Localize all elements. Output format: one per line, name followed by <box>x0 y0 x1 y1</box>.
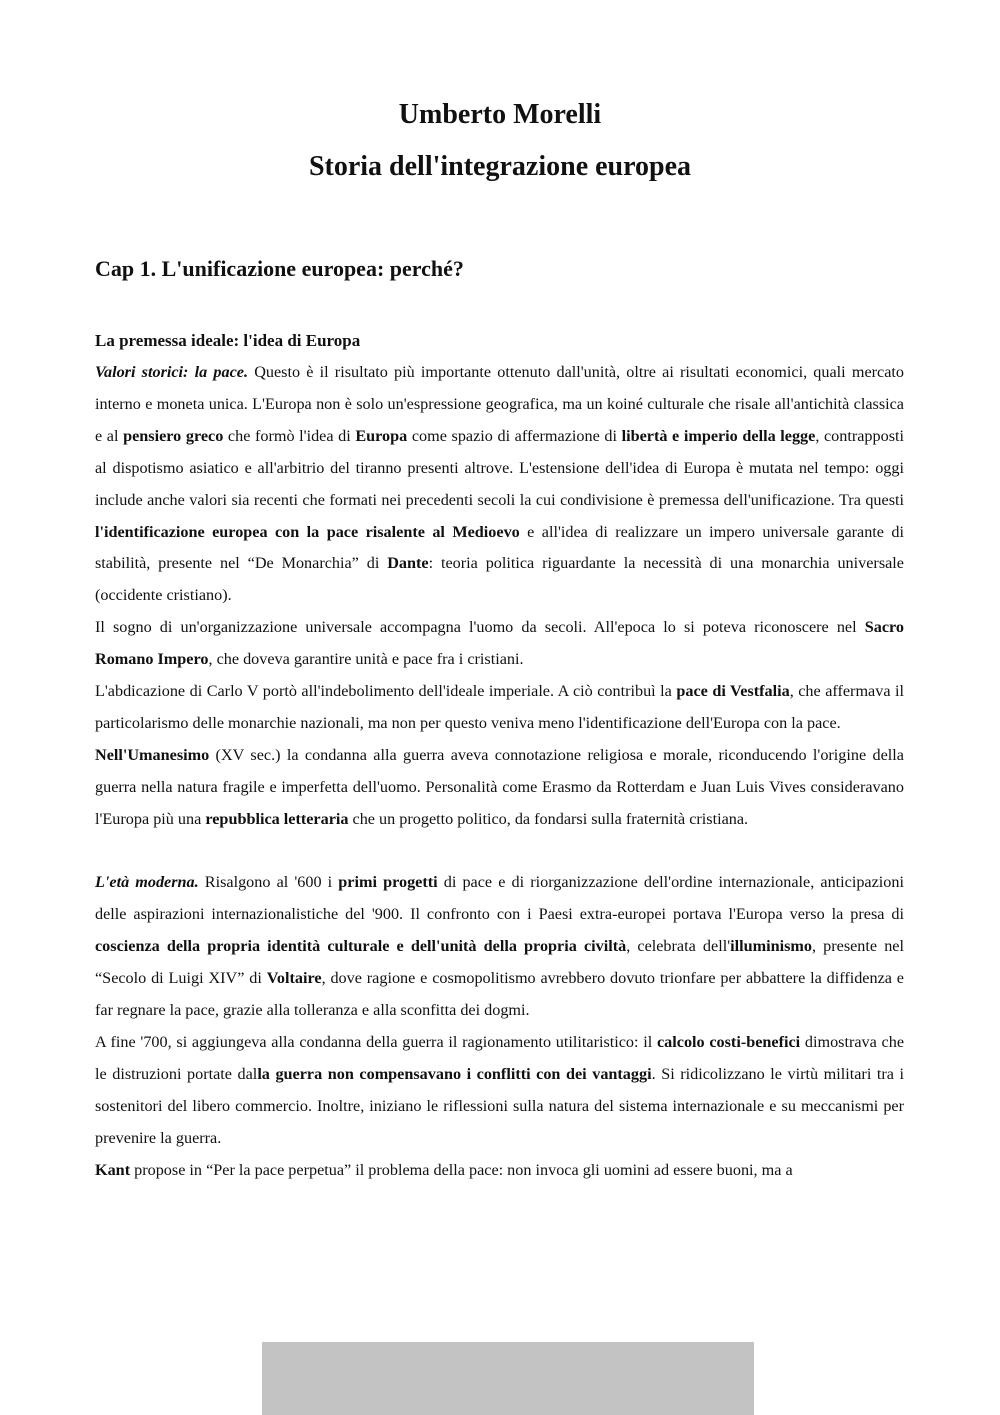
text-run: , presente nel “Secolo di Luigi XIV” di <box>95 937 904 988</box>
bold-text: Kant <box>95 1160 131 1179</box>
paragraph-gap <box>95 836 904 868</box>
text-run: : teoria politica riguardante la necessità di una monarchia universale (occidente cristiano). <box>95 554 904 605</box>
text-run: dimostrava che le distruzioni portate dal <box>95 1033 905 1083</box>
text-run: propose in “Per la pace perpetua” il problema della pace: non invoca gli uomini ad essere buoni, ma a <box>130 1160 793 1179</box>
bold-text: Nell'Umanesimo <box>95 745 210 764</box>
bold-text: primi progetti <box>338 873 438 892</box>
text-run: Il sogno di un'organizzazione universale accompagna l'uomo da secoli. All'epoca lo si poteva riconoscere nel <box>95 618 865 637</box>
bold-text: coscienza della propria identità culturale e dell'unità della propria civiltà <box>95 937 627 956</box>
bold-text: Sacro Romano Impero <box>95 618 904 669</box>
text-run: e all'idea di realizzare un impero universale garante di stabilità, presente nel “De Monarchia” di <box>95 522 904 573</box>
text-run: , dove ragione e cosmopolitismo avrebbero dovuto trionfare per abbattere la diffidenza e far regnare la pace, grazie alla tolleranza e alla sconfitta dei dogmi. <box>95 969 904 1020</box>
bold-text: Dante <box>387 554 429 573</box>
bold-text: repubblica letteraria <box>205 809 349 828</box>
bold-text: Voltaire <box>266 969 322 988</box>
text-run: Questo è il risultato più importante ottenuto dall'unità, oltre ai risultati economici, quali mercato interno e moneta unica. L'Europa non è solo un'espressione geografica, ma un koiné culturale che risale all'antichità classica e al <box>95 363 904 445</box>
paragraph-lead: Valori storici: la pace. <box>95 363 249 381</box>
text-run: , celebrata dell' <box>626 937 731 956</box>
bold-text: l'identificazione europea con la pace risalente al Medioevo <box>95 522 520 541</box>
bold-text: pace di Vestfalia <box>676 682 790 701</box>
body-text <box>95 324 904 1187</box>
bold-text: pensiero greco <box>123 426 224 445</box>
bold-text: Europa <box>355 426 408 445</box>
bold-text: libertà e imperio della legge <box>621 426 816 445</box>
text-run: A fine '700, si aggiungeva alla condanna della guerra il ragionamento utilitaristico: il <box>95 1033 657 1052</box>
paragraph <box>95 357 904 612</box>
footer-placeholder-bar <box>262 1342 754 1415</box>
bold-text: la guerra non compensavano i conflitti con dei vantaggi <box>257 1064 652 1083</box>
section-heading: La premessa ideale: l'idea di Europa <box>95 331 361 350</box>
text-run: , che affermava il particolarismo delle monarchie nazionali, ma non per questo veniva meno l'identificazione dell'Europa con la pace. <box>95 682 904 732</box>
paragraph <box>95 1155 904 1187</box>
text-run: , che doveva garantire unità e pace fra i cristiani. <box>208 650 524 669</box>
author-name: Umberto Morelli <box>398 99 602 130</box>
paragraph <box>95 612 904 676</box>
text-run: L'abdicazione di Carlo V portò all'indebolimento dell'ideale imperiale. A ciò contribuì la <box>95 682 677 701</box>
paragraph <box>95 1027 904 1155</box>
text-run: come spazio di affermazione di <box>407 426 622 445</box>
paragraph <box>95 740 904 836</box>
text-run: che un progetto politico, da fondarsi sulla fraternità cristiana. <box>348 809 749 828</box>
paragraph-lead: L'età moderna. <box>95 873 199 892</box>
paragraph <box>95 867 904 1027</box>
text-run: Risalgono al '600 i <box>198 873 339 892</box>
text-run: . Si ridicolizzano le virtù militari tra i sostenitori del libero commercio. Inoltre, iniziano le riflessioni sulla natura del sistema internazionale e su meccanismi per prevenire la guerra. <box>95 1064 904 1147</box>
text-run: (XV sec.) la condanna alla guerra aveva connotazione religiosa e morale, riconducendo l'origine della guerra nella natura fragile e imperfetta dell'uomo. Personalità come Erasmo da Rotterdam e Juan Luis Vives consideravano l'Europa più una <box>95 745 904 828</box>
text-run: che formò l'idea di <box>223 426 356 445</box>
document-title: Storia dell'integrazione europea <box>308 151 692 182</box>
chapter-heading: Cap 1. L'unificazione europea: perché? <box>95 256 464 281</box>
bold-text: illuminismo <box>730 937 812 956</box>
paragraph-list <box>95 357 904 1187</box>
text-run: di pace e di riorganizzazione dell'ordine internazionale, anticipazioni delle aspirazioni internazionalistiche del '900. Il confronto con i Paesi extra-europei portava l'Europa verso la presa di <box>95 873 904 924</box>
text-run: , contrapposti al dispotismo asiatico e all'arbitrio del tiranno presenti altrove. L'estensione dell'idea di Europa è mutata nel tempo: oggi include anche valori sia recenti che formati nei precedenti secoli la cui condivisione è premessa dell'unificazione. Tra questi <box>95 426 905 509</box>
bold-text: calcolo costi-benefici <box>656 1033 801 1052</box>
paragraph <box>95 676 904 740</box>
